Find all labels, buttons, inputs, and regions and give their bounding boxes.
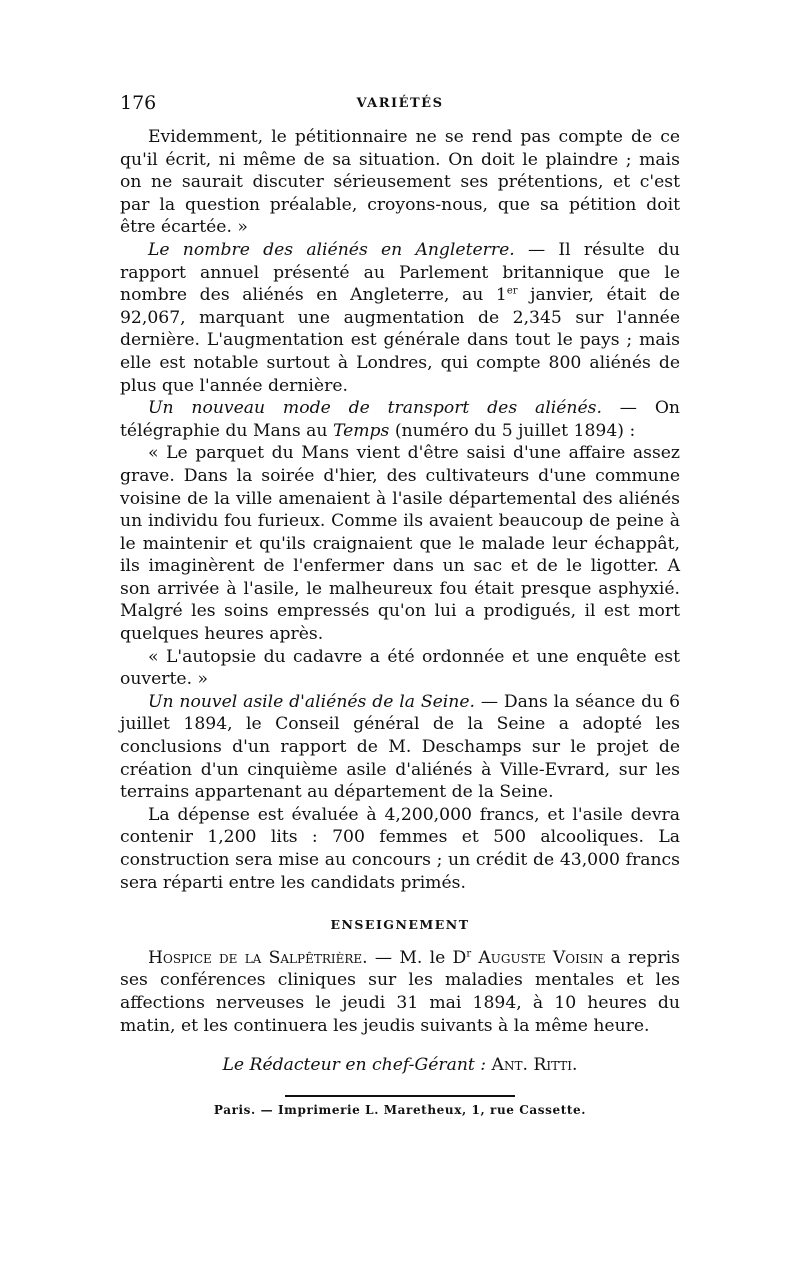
salpetriere-text-b: a repris ses conférences cliniques sur les maladies mentales et les affections nerveuses le jeudi 31 mai 1894, à 10 heures du matin, et les continuera les jeudis suivants à la même heure. bbox=[120, 947, 680, 1036]
england-text-b: janvier, était de 92,067, marquant une augmentation de 2,345 sur l'année dernière. L'augmentation est générale dans tout le pays ; mais elle est notable surtout à Londres, qui compte 800 aliénés de plus que l'année dernière. bbox=[120, 285, 680, 396]
book-page bbox=[120, 92, 680, 1117]
paragraph-expense: La dépense est évaluée à 4,200,000 francs, et l'asile devra contenir 1,200 lits : 700 femmes et 500 alcooliques. La construction sera mise au concours ; un crédit de 43,000 francs sera réparti entre les candidats primés. bbox=[120, 804, 680, 893]
printer-imprint: Paris. — Imprimerie L. Maretheux, 1, rue Cassette. bbox=[213, 1103, 587, 1118]
signature-line bbox=[120, 1055, 680, 1075]
rubric-transport: Un nouveau mode de transport des aliénés. bbox=[148, 398, 602, 419]
section-title-enseignement: ENSEIGNEMENT bbox=[330, 917, 470, 933]
seine-asylum-text: — Dans la séance du 6 juillet 1894, le Conseil général de la Seine a adopté les conclusions d'un rapport de M. Deschamps sur le projet de création d'un cinquième asile d'aliénés à Ville-Evrard, sur les terrains appartenant au département de la Seine. bbox=[120, 691, 681, 803]
england-text-a: — Il résulte du rapport annuel présenté au Parlement britannique que le nombre des aliénés en Angleterre, au 1 bbox=[120, 239, 680, 306]
signature-name: Ant. Ritti. bbox=[491, 1055, 578, 1076]
newspaper-name: Temps bbox=[332, 420, 390, 441]
superscript-er: er bbox=[506, 285, 518, 297]
transport-text-b: (numéro du 5 juillet 1894) : bbox=[389, 420, 636, 441]
signature-role: Le Rédacteur en chef-Gérant : bbox=[222, 1055, 487, 1076]
paragraph-england bbox=[120, 239, 680, 397]
running-head: VARIÉTÉS bbox=[356, 96, 444, 111]
rubric-england: Le nombre des aliénés en Angleterre. bbox=[148, 239, 515, 260]
paragraph-salpetriere bbox=[120, 947, 680, 1037]
doctor-name: Auguste Voisin bbox=[471, 947, 604, 968]
imprint-rule bbox=[285, 1095, 515, 1097]
salpetriere-text-a: — M. le D bbox=[367, 947, 467, 968]
transport-text-a: — On télégraphie du Mans au bbox=[120, 398, 680, 441]
paragraph-seine-asylum bbox=[120, 691, 680, 804]
body-text bbox=[120, 126, 680, 1037]
rubric-seine-asylum: Un nouvel asile d'aliénés de la Seine. bbox=[148, 691, 475, 712]
superscript-r: r bbox=[466, 948, 472, 960]
paragraph-petition-end: Evidemment, le pétitionnaire ne se rend pas compte de ce qu'il écrit, ni même de sa situation. On doit le plaindre ; mais on ne saurait discuter sérieusement ses prétentions, et c'est par la question préalable, croyons-nous, que sa pétition doit être écartée. » bbox=[120, 127, 680, 238]
page-number: 176 bbox=[120, 92, 157, 114]
paragraph-transport bbox=[120, 397, 680, 442]
page-header bbox=[120, 92, 680, 126]
salpetriere-heading: Hospice de la Salpêtrière. bbox=[148, 947, 368, 968]
paragraph-quote-le-mans: « Le parquet du Mans vient d'être saisi d'une affaire assez grave. Dans la soirée d'hier, des cultivateurs d'une commune voisine de la ville amenaient à l'asile départemental des aliénés un individu fou furieux. Comme ils avaient beaucoup de peine à le maintenir et qu'ils craignaient que le malade leur échappât, ils imaginèrent de l'enfermer dans un sac et de le ligotter. A son arrivée à l'asile, le malheureux fou était presque asphyxié. Malgré les soins empressés qu'on lui a prodigués, il est mort quelques heures après. bbox=[120, 443, 680, 645]
paragraph-quote-autopsy: « L'autopsie du cadavre a été ordonnée et une enquête est ouverte. » bbox=[120, 646, 680, 690]
